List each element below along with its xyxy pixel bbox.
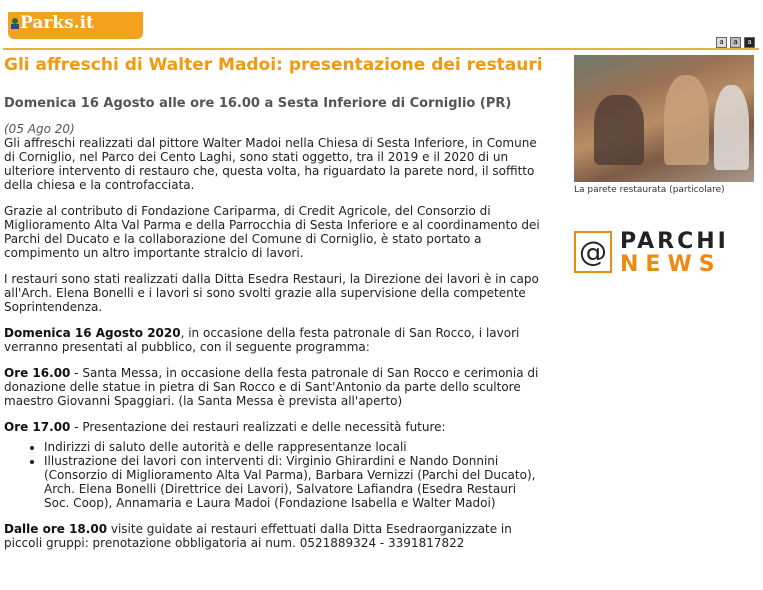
list-item: • Illustrazione dei lavori con interventi di: Virginio Ghirardini e Nando Donnini (Consorzio di Miglioramento Alta Val Parma), Barbara Vernizzi (Parchi del Ducato), Arch. Elena Bonelli (Direttrice dei Lavori), Salvatore Lafiandra (Esedra Restauri Soc. Coop), Annamaria e Laura Madoi (Fondazione Isabella e Walter Madoi) <box>44 454 544 510</box>
parks-logo-icon <box>10 17 20 29</box>
article <box>4 55 544 550</box>
paragraph: Dalle ore 18.00 visite guidate ai restauri effettuati dalla Ditta Esedraorganizzate in piccoli gruppi: prenotazione obbligatoria ai num. 0521889324 - 3391817822 <box>4 522 512 550</box>
event-time: Ore 17.00 <box>4 420 71 434</box>
fresco-photo[interactable] <box>574 55 754 182</box>
paragraph: Grazie al contributo di Fondazione Cariparma, di Credit Agricole, del Consorzio di Miglioramento Alta Val Parma e della Parrocchia di Sesta Inferiore e al coordinamento dei Parchi del Ducato e la collaborazione del Comune di Corniglio, è stato portato a compimento un altro importante stralcio di lavori. <box>4 204 540 260</box>
text-size-large-button[interactable]: a <box>744 37 755 48</box>
event-time: Dalle ore 18.00 <box>4 522 108 536</box>
banner-title-top: PARCHI <box>620 229 729 254</box>
article-title: Gli affreschi di Walter Madoi: presentazione dei restauri <box>4 55 543 75</box>
paragraph: I restauri sono stati realizzati dalla Ditta Esedra Restauri, la Direzione dei lavori è in capo all'Arch. Elena Bonelli e i lavori si sono svolti grazie alla supervisione della competente Soprintendenza. <box>4 272 539 314</box>
list-item: • Indirizzi di saluto delle autorità e delle rappresentanze locali <box>44 440 544 454</box>
event-date: Domenica 16 Agosto 2020 <box>4 326 181 340</box>
paragraph: Domenica 16 Agosto 2020, in occasione della festa patronale di San Rocco, i lavori verranno presentati al pubblico, con il seguente programma: <box>4 326 520 354</box>
text-size-medium-button[interactable]: a <box>730 37 741 48</box>
photo-caption: La parete restaurata (particolare) <box>574 185 725 195</box>
at-sign-icon: @ <box>574 231 612 273</box>
text-size-controls <box>716 37 755 48</box>
event-time: Ore 16.00 <box>4 366 71 380</box>
banner-title-bottom: NEWS <box>620 252 722 277</box>
program-list <box>4 440 544 510</box>
article-date: (05 Ago 20) <box>4 122 75 136</box>
text-size-small-button[interactable]: a <box>716 37 727 48</box>
paragraph: Ore 17.00 - Presentazione dei restauri realizzati e delle necessità future: <box>4 420 446 434</box>
paragraph: Ore 16.00 - Santa Messa, in occasione della festa patronale di San Rocco e cerimonia di donazione delle statue in pietra di San Rocco e di Sant'Antonio da parte dello scultore maestro Giovanni Spaggiari. (la Santa Messa è prevista all'aperto) <box>4 366 539 408</box>
article-subtitle: Domenica 16 Agosto alle ore 16.00 a Sesta Inferiore di Corniglio (PR) <box>4 96 512 111</box>
paragraph: Gli affreschi realizzati dal pittore Walter Madoi nella Chiesa di Sesta Inferiore, in Comune di Corniglio, nel Parco dei Cento Laghi, sono stati oggetto, tra il 2019 e il 2020 di un ulteriore intervento di restauro che, questa volta, ha riguardato la parete nord, il soffitto della chiesa e la controfacciata. <box>4 136 537 192</box>
parchi-news-banner[interactable] <box>574 231 754 281</box>
sidebar <box>574 55 754 277</box>
site-logo[interactable]: Parks.it <box>20 13 94 33</box>
header-divider <box>3 48 759 50</box>
